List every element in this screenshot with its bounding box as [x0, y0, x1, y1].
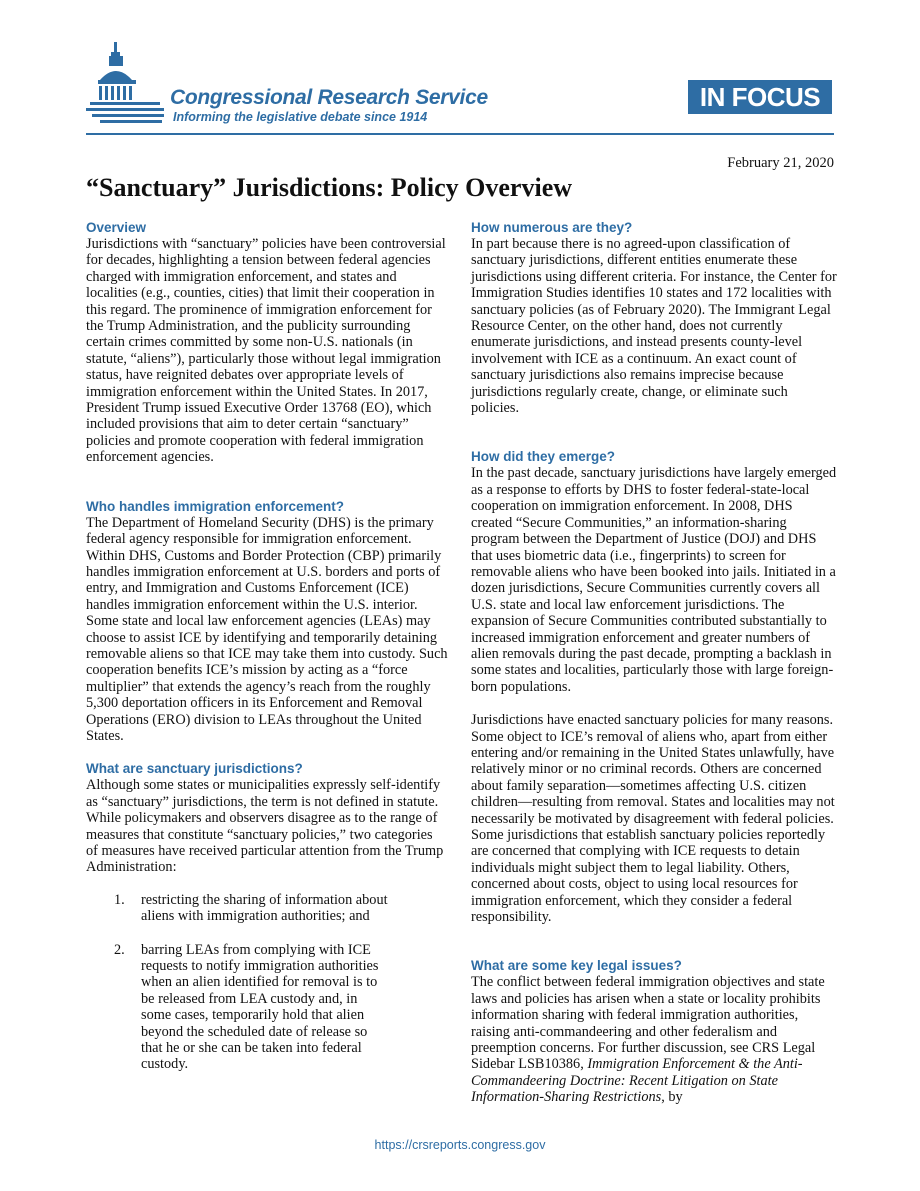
legal-paragraph: [471, 974, 837, 1105]
measures-list: [86, 892, 448, 1073]
list-item-text: barring LEAs from complying with ICE requests to notify immigration authorities when an alien identified for removal is to be released from LEA custody and, in some cases, temporarily hold that alien beyond the scheduled date of release so that he or she can be taken into federal custody.: [141, 941, 379, 1073]
page-header: [0, 0, 920, 140]
left-column: [86, 220, 448, 1073]
list-item-number: 1.: [114, 891, 125, 908]
emerge-paragraph: In the past decade, sanctuary jurisdictions have largely emerged as a response to efforts by DHS to foster federal-state-local cooperation on immigration enforcement. In 2008, DHS created “Secure Communities,” an information-sharing program between the Department of Justice (DOJ) and DHS that uses biometric data (i.e., fingerprints) to screen for removable aliens who have been booked into jails. Initiated in a dozen jurisdictions, Secure Communities currently covers all U.S. state and local law enforcement jurisdictions. The expansion of Secure Communities contributed substantially to increased immigration enforcement and greater numbers of alien removals during the past decade, prompting a backlash in some states and localities, particularly those with large foreign-born populations.: [471, 465, 837, 695]
in-focus-badge: IN FOCUS: [688, 80, 832, 114]
section-heading-overview: Overview: [86, 220, 147, 235]
publication-date: February 21, 2020: [727, 155, 834, 171]
section-heading-who: Who handles immigration enforcement?: [86, 498, 345, 514]
overview-paragraph: Jurisdictions with “sanctuary” policies have been controversial for decades, highlighting a tension between federal agencies charged with immigration enforcement, and states and localities (e.g., counties, cities) that limit their cooperation in this regard. The prominence of immigration enforcement for the Trump Administration, and the publicity surrounding certain crimes committed by some non-U.S. nationals (in statute, “aliens”), particularly those without legal immigration status, have reignited debates over appropriate levels of immigration enforcement within the United States. In 2017, President Trump issued Executive Order 13768 (EO), which included provisions that aim to deter certain “sanctuary” policies and promote cooperation with federal immigration enforcement agencies.: [86, 236, 446, 466]
list-item-number: 2.: [114, 941, 125, 958]
section-heading-emerge: How did they emerge?: [471, 449, 616, 465]
reasons-paragraph: Jurisdictions have enacted sanctuary policies for many reasons. Some object to ICE’s removal of aliens who, apart from either entering and/or remaining in the United States unlawfully, have relatively minor or no criminal records. Others are concerned about family separation—sometimes affecting U.S. citizen children—resulting from removal. States and localities may not necessarily be motivated by disagreement with federal policies. Some jurisdictions that establish sanctuary policies reportedly are concerned that complying with ICE requests to detain individuals might subject them to legal liability. Others, concerned about costs, object to using local resources for immigration enforcement, which they consider a federal responsibility.: [471, 712, 835, 926]
section-heading-numerous: How numerous are they?: [471, 220, 633, 235]
legal-sidebar-title: Immigration Enforcement & the Anti-Commandeering Doctrine: Recent Litigation on State Information-Sharing Restrictions: [471, 1056, 803, 1106]
page-title: “Sanctuary” Jurisdictions: Policy Overview: [86, 173, 573, 202]
header-divider: [86, 133, 834, 135]
capitol-dome-logo-icon: [86, 40, 166, 130]
right-column: [471, 220, 837, 1106]
numerous-paragraph: In part because there is no agreed-upon classification of sanctuary jurisdictions, different entities enumerate these jurisdictions using different criteria. For instance, the Center for Immigration Studies identifies 10 states and 172 localities with sanctuary policies (as of February 2020). The Immigrant Legal Resource Center, on the other hand, does not currently enumerate jurisdictions, and instead presents county-level involvement with ICE as a continuum. An exact count of sanctuary jurisdictions also remains imprecise because jurisdictions regularly create, change, or eliminate such policies.: [471, 236, 837, 417]
what-paragraph: Although some states or municipalities expressly self-identify as “sanctuary” jurisdictions, the term is not defined in statute. While policymakers and observers disagree as to the range of measures that constitute “sanctuary policies,” two categories of measures have received particular attention from the Trump Administration:: [86, 777, 444, 876]
footer-url-link[interactable]: https://crsreports.congress.gov: [374, 1138, 546, 1152]
section-heading-legal: What are some key legal issues?: [471, 958, 682, 974]
list-item: [86, 942, 391, 1073]
org-name: Congressional Research Service: [170, 86, 488, 109]
list-item-text: restricting the sharing of information about aliens with immigration authorities; and: [141, 891, 388, 925]
legal-tail: , by: [661, 1089, 683, 1106]
list-item: [86, 892, 391, 925]
section-heading-what: What are sanctuary jurisdictions?: [86, 761, 303, 777]
legal-text: The conflict between federal immigration objectives and state laws and policies has arisen when a state or locality prohibits information sharing with federal immigration authorities, raising anti-commandeering and other federalism and preemption concerns. For further discussion, see CRS Legal Sidebar LSB10386,: [471, 974, 825, 1073]
who-paragraph: The Department of Homeland Security (DHS) is the primary federal agency responsible for immigration enforcement. Within DHS, Customs and Border Protection (CBP) primarily handles immigration enforcement at U.S. borders and ports of entry, and Immigration and Customs Enforcement (ICE) handles immigration enforcement within the U.S. interior. Some state and local law enforcement agencies (LEAs) may choose to assist ICE by identifying and temporarily detaining removable aliens so that ICE may take them into custody. Such cooperation benefits ICE’s mission by acting as a “force multiplier” that extends the agency’s reach from the roughly 5,300 deportation officers in its Enforcement and Removal Operations (ERO) division to LEAs throughout the United States.: [86, 514, 448, 744]
org-tagline: Informing the legislative debate since 1914: [173, 110, 428, 124]
